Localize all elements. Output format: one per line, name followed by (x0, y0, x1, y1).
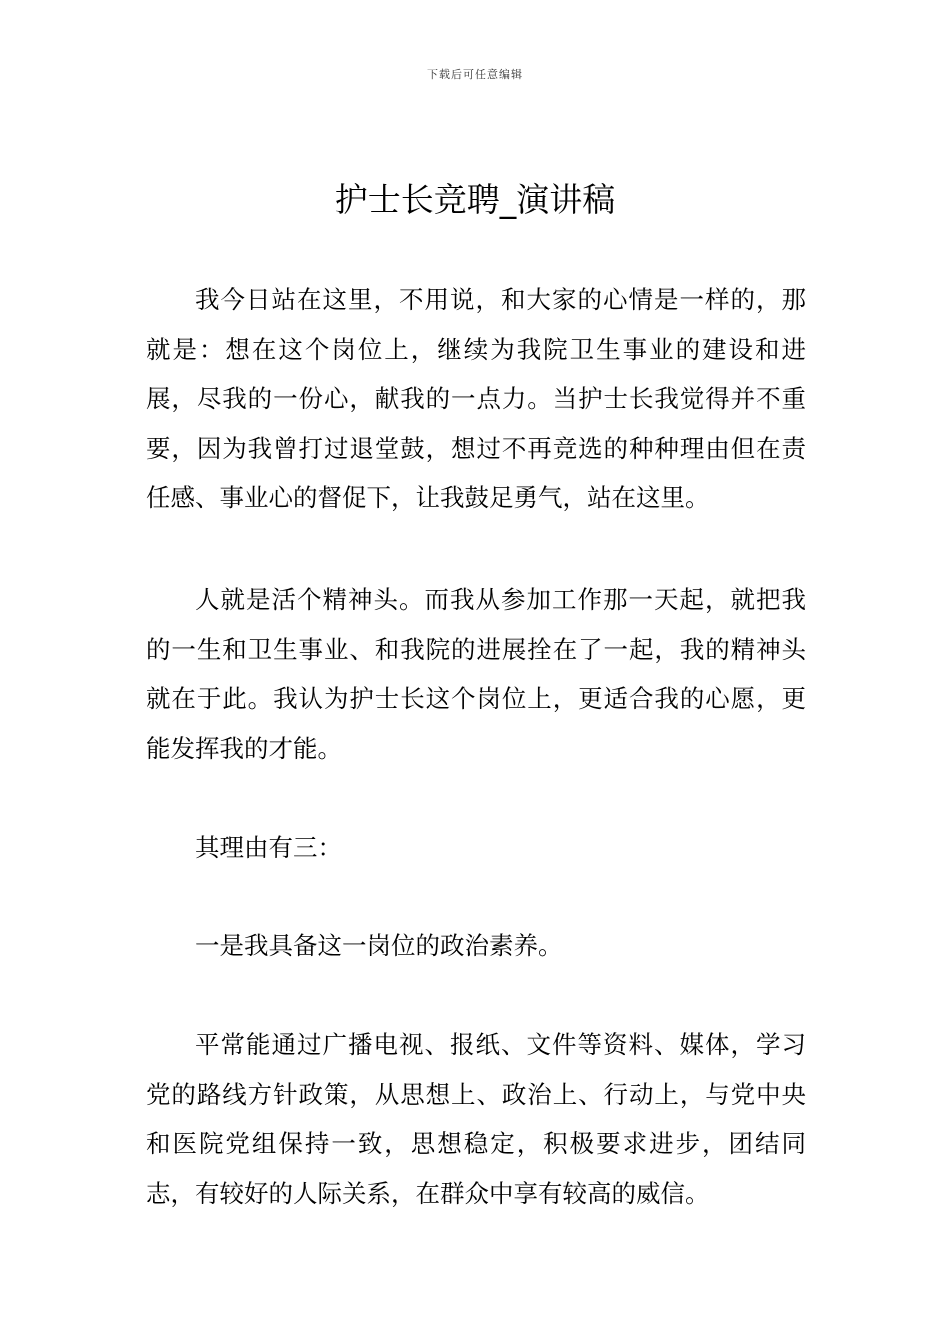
paragraph-4: 一是我具备这一岗位的政治素养。 (195, 931, 563, 960)
paragraph-2: 人就是活个精神头。而我从参加工作那一天起，就把我的一生和卫生事业、和我院的进展拴在了一起，我的精神头就在于此。我认为护士长这个岗位上，更适合我的心愿，更能发挥我的才能。 (146, 585, 806, 763)
header-note: 下载后可任意编辑 (427, 68, 523, 81)
paragraph-3: 其理由有三： (195, 833, 342, 862)
paragraph-5: 平常能通过广播电视、报纸、文件等资料、媒体，学习党的路线方针政策，从思想上、政治上、行动上，与党中央和医院党组保持一致，思想稳定，积极要求进步，团结同志，有较好的人际关系，在群众中享有较高的威信。 (146, 1030, 806, 1208)
page-title: 护士长竞聘_演讲稿 (334, 180, 616, 219)
paragraph-1: 我今日站在这里，不用说，和大家的心情是一样的，那就是：想在这个岗位上，继续为我院卫生事业的建设和进展，尽我的一份心，献我的一点力。当护士长我觉得并不重要，因为我曾打过退堂鼓，想过不再竞选的种种理由但在责任感、事业心的督促下，让我鼓足勇气，站在这里。 (146, 285, 806, 512)
